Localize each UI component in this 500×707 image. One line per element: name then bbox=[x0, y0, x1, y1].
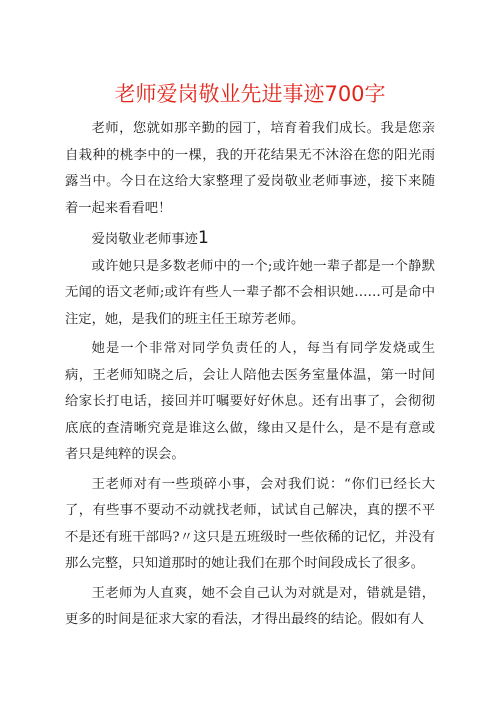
section-heading bbox=[65, 225, 435, 254]
body-paragraph: 或许她只是多数老师中的一个;或许她一辈子都是一个静默无闻的语文老师;或许有些人一辈子都不会相识她……可是命中注定，她，是我们的班主任王琼芳老师。 bbox=[65, 258, 435, 327]
intro-paragraph: 老师，您就如那辛勤的园丁，培育着我们成长。我是您亲自栽种的桃李中的一棵，我的开花结果无不沐浴在您的阳光雨露当中。今日在这给大家整理了爱岗敬业老师事迹，接下来随着一起来看看吧！ bbox=[65, 121, 435, 216]
section-heading-number: 1 bbox=[197, 228, 209, 248]
document-body bbox=[65, 116, 435, 634]
body-paragraph: 她是一个非常对同学负责任的人，每当有同学发烧或生病，王老师知晓之后，会让人陪他去医务室量体温，第一时间给家长打电话，接回并叮嘱要好好休息。还有出事了，会彻彻底底的查清晰究竟是谁这么做，缘由又是什么，是不是有意或者只是纯粹的误会。 bbox=[65, 341, 435, 462]
body-paragraph: 王老师对有一些琐碎小事，会对我们说：“你们已经长大了，有些事不要动不动就找老师，试试自己解决，真的摆不平不是还有班干部吗?〃这只是五班级时一些依稀的记忆，并没有那么完整，只知道那时的她让我们在那个时间段成长了很多。 bbox=[65, 476, 435, 571]
section-heading-text: 爱岗敬业老师事迹 bbox=[91, 232, 198, 247]
body-paragraph: 王老师为人直爽，她不会自己认为对就是对，错就是错，更多的时间是征求大家的看法，才得出最终的结论。假如有人 bbox=[65, 585, 435, 627]
document-title: 老师爱岗敬业先进事迹700字 bbox=[114, 82, 386, 106]
